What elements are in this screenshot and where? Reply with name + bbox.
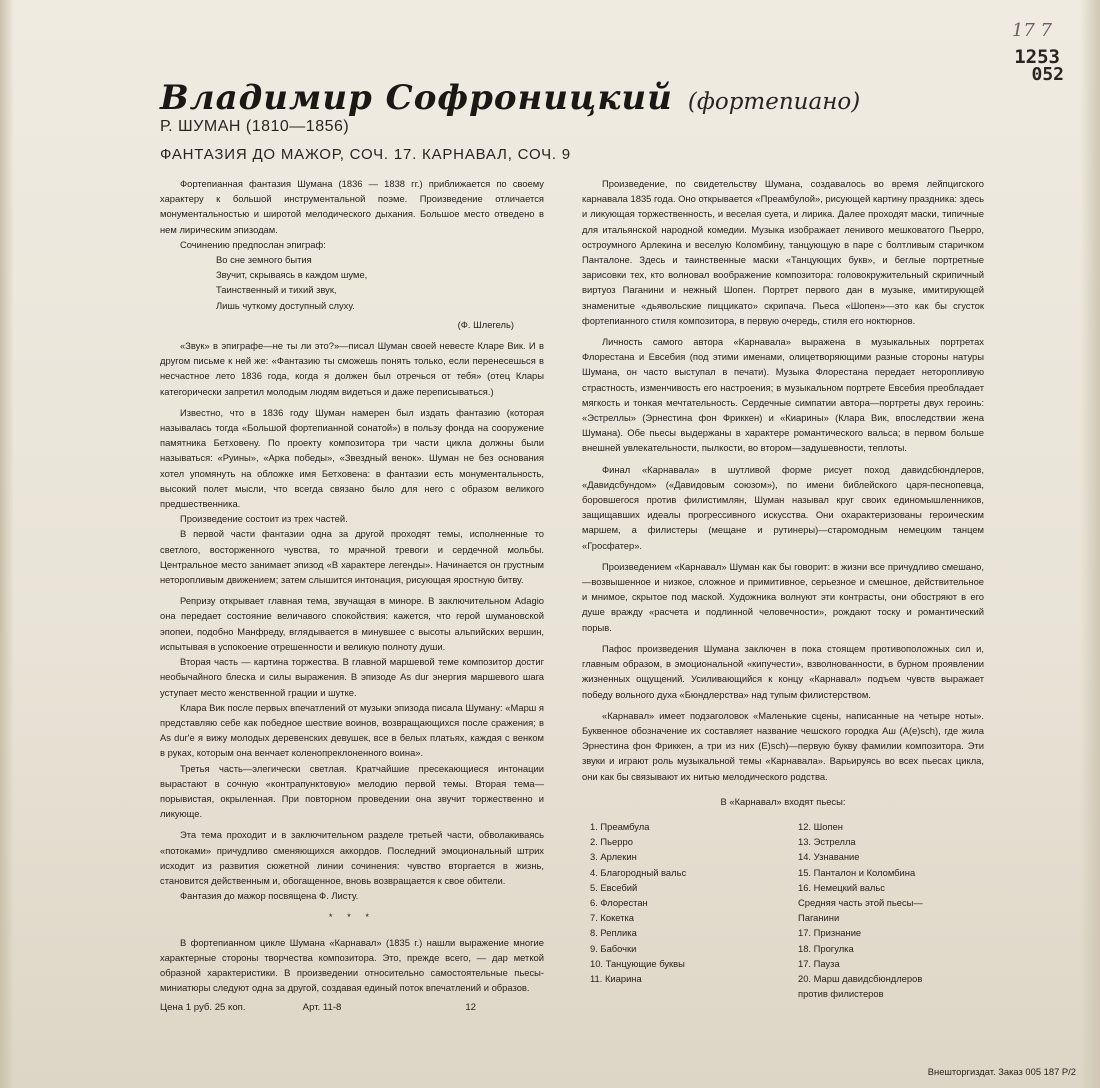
- piece-item: 14. Узнавание: [798, 851, 860, 863]
- pieces-column-2: [798, 819, 984, 1001]
- catalog-number-top: 1253: [1014, 46, 1060, 68]
- piece-item: 9. Бабочки: [590, 942, 637, 954]
- epigraph-line: Звучит, скрываясь в каждом шуме,: [216, 269, 368, 281]
- epigraph-line: Во сне земного бытия: [216, 254, 312, 266]
- piece-item: 5. Евсебий: [590, 881, 638, 893]
- works-line: ФАНТАЗИЯ ДО МАЖОР, СОЧ. 17. КАРНАВАЛ, СОЧ. 9: [160, 146, 571, 163]
- price-label: Цена 1 руб. 25 коп.: [160, 1002, 246, 1013]
- piece-item: 4. Благородный вальс: [590, 866, 687, 878]
- paragraph: «Карнавал» имеет подзаголовок «Маленькие сцены, написанные на четыре ноты». Буквенное обозначение их составляет название чешского городка Аш (A(e)sch), где жила Эрнестина фон Фриккен, а три из них (E)sch)—первую букву фамилии композитора. Эти звуки и играют роль музыкальной темы «Карнавала». Варьируясь во всех пьесах цикла, они как бы связывают их нитью мелодического родства.: [582, 709, 984, 782]
- pieces-list: [582, 819, 984, 1001]
- piece-item: 13. Эстрелла: [798, 836, 856, 848]
- article-number: Арт. 11-8: [302, 1002, 342, 1013]
- footer-info: [160, 1002, 476, 1013]
- piece-item: 1. Преамбула: [590, 820, 650, 832]
- paragraph: Клара Вик после первых впечатлений от музыки эпизода писала Шуману: «Марш я представляю себе как победное шествие воинов, возвращающихся после сражения; в As dur'е я вижу молодых деревенских девушек, все в белых платьях, каждая с венком в руках, которым она венчает коленопреклоненного воина».: [160, 701, 544, 759]
- dedication: Фантазия до мажор посвящена Ф. Листу.: [180, 890, 359, 902]
- paper-edge-shadow-right: [1080, 0, 1100, 1088]
- piece-item: 2. Пьерро: [590, 836, 633, 848]
- piece-item: 3. Арлекин: [590, 851, 637, 863]
- paragraph: Пафос произведения Шумана заключен в пока стоящем противоположных сил и, главным образом, в эмоциональной «кипучести», взволнованности, в бурном проявлении жизненных ощущений. Усиливающийся к концу «Карнавал» подъем чувств выражает победу вольного духа «Бюндлерства» над тупым филистерством.: [582, 642, 984, 700]
- composer-line: Р. ШУМАН (1810—1856): [160, 118, 350, 135]
- artist-name: Владимир Софроницкий: [160, 78, 673, 118]
- piece-item: 17. Признание: [798, 927, 862, 939]
- paragraph: Финал «Карнавала» в шутливой форме рисует поход давидсбюндлеров, «Давидсбундом» («Давидовым союзом»), по имени библейского царя-песнопевца, боровшегося против филистимлян, Шуман называл круг своих единомышленников, защищавших идеалы прогрессивного искусства. Они охарактеризованы героическим маршем, а филистеры (мещане и рутинеры)—старомодным немецким танцем «Гросфатер».: [582, 463, 984, 551]
- piece-item: 10. Танцующие буквы: [590, 957, 685, 969]
- piece-item: 8. Реплика: [590, 927, 637, 939]
- epigraph-line: Таинственный и тихий звук,: [216, 284, 337, 296]
- paragraph: Произведение состоит из трех частей.: [180, 513, 348, 525]
- piece-item: 7. Кокетка: [590, 912, 635, 924]
- piece-item: 17. Пауза: [798, 957, 840, 969]
- catalog-number-block: [1011, 20, 1064, 85]
- handwritten-mark: 17 7: [1011, 20, 1052, 41]
- paragraph: Репризу открывает главная тема, звучащая в миноре. В заключительном Adagio она передает состояние величавого спокойствия: кажется, что герой шумановской эпопеи, подобно Манфреду, вглядывается в минувшее с высоты альпийских вершин, испытывая в успокоение отрешенности и великую полноту души.: [160, 595, 544, 652]
- pieces-title: В «Карнавал» входят пьесы:: [720, 795, 846, 807]
- paper-edge-shadow-left: [0, 0, 14, 1088]
- piece-item: 16. Немецкий вальс: [798, 881, 885, 893]
- paragraph: Третья часть—элегически светлая. Кратчайшие пресекающиеся интонации вырастают в сочную «контрапунктовую» мелодию первой темы. Вторая тема—порывистая, окрыленная. При повторном проведении она звучит торжественно и ликующе.: [160, 762, 544, 820]
- epigraph: [216, 252, 544, 313]
- right-text-column: [582, 176, 984, 1001]
- piece-item: 6. Флорестан: [590, 896, 648, 908]
- pieces-column-1: [590, 819, 776, 1001]
- paragraph: Личность самого автора «Карнавала» выражена в музыкальных портретах Флорестана и Евсебия (под этими именами, олицетворяющими разные стороны натуры Шумана, он часто выступал в печати). Музыка Флорестана передает неторопливую страстность, изменчивость его настроения; в музыкальном портрете Евсебия преобладает мягкость и тонкая мечтательность. Сердечные симпатии автора—портреты двух героинь: «Эстреллы» (Эрнестина фон Фриккен) и «Киарины» (Клара Вик, впоследствии жена Шумана). Обе пьесы выдержаны в характере романтического вальса; в первом больше внешней увлекательности, пылкости, во втором—задушевности, теплоты.: [582, 336, 984, 454]
- piece-item: против филистеров: [798, 988, 884, 1000]
- instrument-label: (фортепиано): [687, 89, 861, 115]
- piece-item: 20. Марш давидсбюндлеров: [798, 972, 923, 984]
- paragraph: Вторая часть — картина торжества. В главной маршевой теме композитор достиг необычайного блеска и силы выражения. В эпизоде As dur энергия маршевого шага уступает место женственной грации и шутке.: [160, 656, 544, 698]
- piece-item: 12. Шопен: [798, 820, 843, 832]
- carnaval-intro: В фортепианном цикле Шумана «Карнавал» (1835 г.) нашли выражение многие характерные стороны творчества композитора. Это, прежде всего, — дар меткой образной характеристики. В произведении относительно самостоятельные пьесы-миниатюры следуют одна за другой, создавая единый поток впечатлений и образов.: [160, 936, 544, 994]
- paragraph: Известно, что в 1836 году Шуман намерен был издать фантазию (которая называлась тогда «Большой фортепианной сонатой») в пользу фонда на сооружение памятника Бетховену. По проекту композитора три части цикла должны были называться: «Руины», «Арка победы», «Звездный венок». Шуман не без основания хотел упомянуть на обложке имя Бетховена: в фантазии есть монументальность, высокий полет мысли, что всегда связано было для него с образом великого предшественника.: [160, 406, 544, 510]
- paragraph: Произведение, по свидетельству Шумана, создавалось во время лейпцигского карнавала 1835 года. Оно открывается «Преамбулой», рисующей картину праздника: здесь и ликующая торжественность, и веселая суета, и лирика. Далее проходят маски, типичные для итальянской народной комедии. Музыка изображает ленивого мешковатого Пьерро, остроумного Арлекина и веселую Коломбину, танцующую в паре с болтливым старичком Панталоне. Здесь и таинственные маски «Танцующих букв», и беглые портретные зарисовки тех, кто волновал воображение композитора: головокружительный скрипичный виртуоз Паганини и нежный Шопен. Портрет первого дан в музыке, имитирующей знаменитые «дьявольские пиццикато» скрипача. Пьеса «Шопен»—это как бы сгусток фортепианного стиля композитора, в первую очередь, стиля его ноктюрнов.: [582, 178, 984, 326]
- epigraph-lead: Сочинению предпослан эпиграф:: [180, 238, 326, 250]
- page-number: 12: [465, 1002, 477, 1013]
- catalog-number-bottom: 052: [1031, 64, 1064, 85]
- fantasy-intro: Фортепианная фантазия Шумана (1836 — 1838 гг.) приближается по своему характеру к большой инструментальной поэме. Произведение отличается монументальностью и широтой мелодического дыхания. Большое место отведено в нем лирическим эпизодам.: [160, 178, 544, 235]
- piece-item: 18. Прогулка: [798, 942, 854, 954]
- piece-item: 15. Панталон и Коломбина: [798, 866, 916, 878]
- paragraph: В первой части фантазии одна за другой проходят темы, исполненные то светлого, восторженного чувства, то мрачной тревоги и сердечной мольбы. Центральное место занимает эпизод «В характере легенды». Начинается он грустным неторопливым движением; затем слышится интонация, рисующая яростную битву.: [160, 528, 544, 586]
- epigraph-line: Лишь чуткому доступный слуху.: [216, 299, 355, 311]
- piece-item: 11. Киарина: [590, 972, 642, 984]
- epigraph-author: (Ф. Шлегель): [457, 318, 514, 330]
- paragraph: Эта тема проходит и в заключительном разделе третьей части, обволакиваясь «потоками» причудливо сменяющихся аккордов. Последний эмоциональный штрих исходит из развития сюжетной линии сочинения: чувство вторгается в жизнь, становится действенным и, обогащенное, вновь возвращается к свое обители.: [160, 829, 544, 886]
- paragraph: «Звук» в эпиграфе—не ты ли это?»—писал Шуман своей невесте Кларе Вик. И в другом письме к ней же: «Фантазию ты сможешь понять только, если перенесешься в несчастное лето 1836 года, когда я должен был отречься от тебя» (отец Клары категорически запретил молодым людям видеться и даже переписываться.): [160, 340, 544, 397]
- section-separator: * * *: [328, 911, 376, 923]
- printer-info: Внешторгиздат. Заказ 005 187 Р/2: [927, 1066, 1076, 1077]
- paragraph: Произведением «Карнавал» Шуман как бы говорит: в жизни все причудливо смешано,—возвышенное и низкое, сложное и примитивное, серьезное и смешное, действительное и мнимое, скрытое под маской. Художника волнуют эти контрасты, они обостряют в его душе вражду «расчета и подлинной человечности», рождают тоску и романтический порыв.: [582, 560, 984, 633]
- piece-item: Паганини: [798, 912, 840, 924]
- left-text-column: [160, 176, 544, 995]
- title-line: [160, 78, 860, 118]
- piece-item: Средняя часть этой пьесы—: [798, 896, 923, 908]
